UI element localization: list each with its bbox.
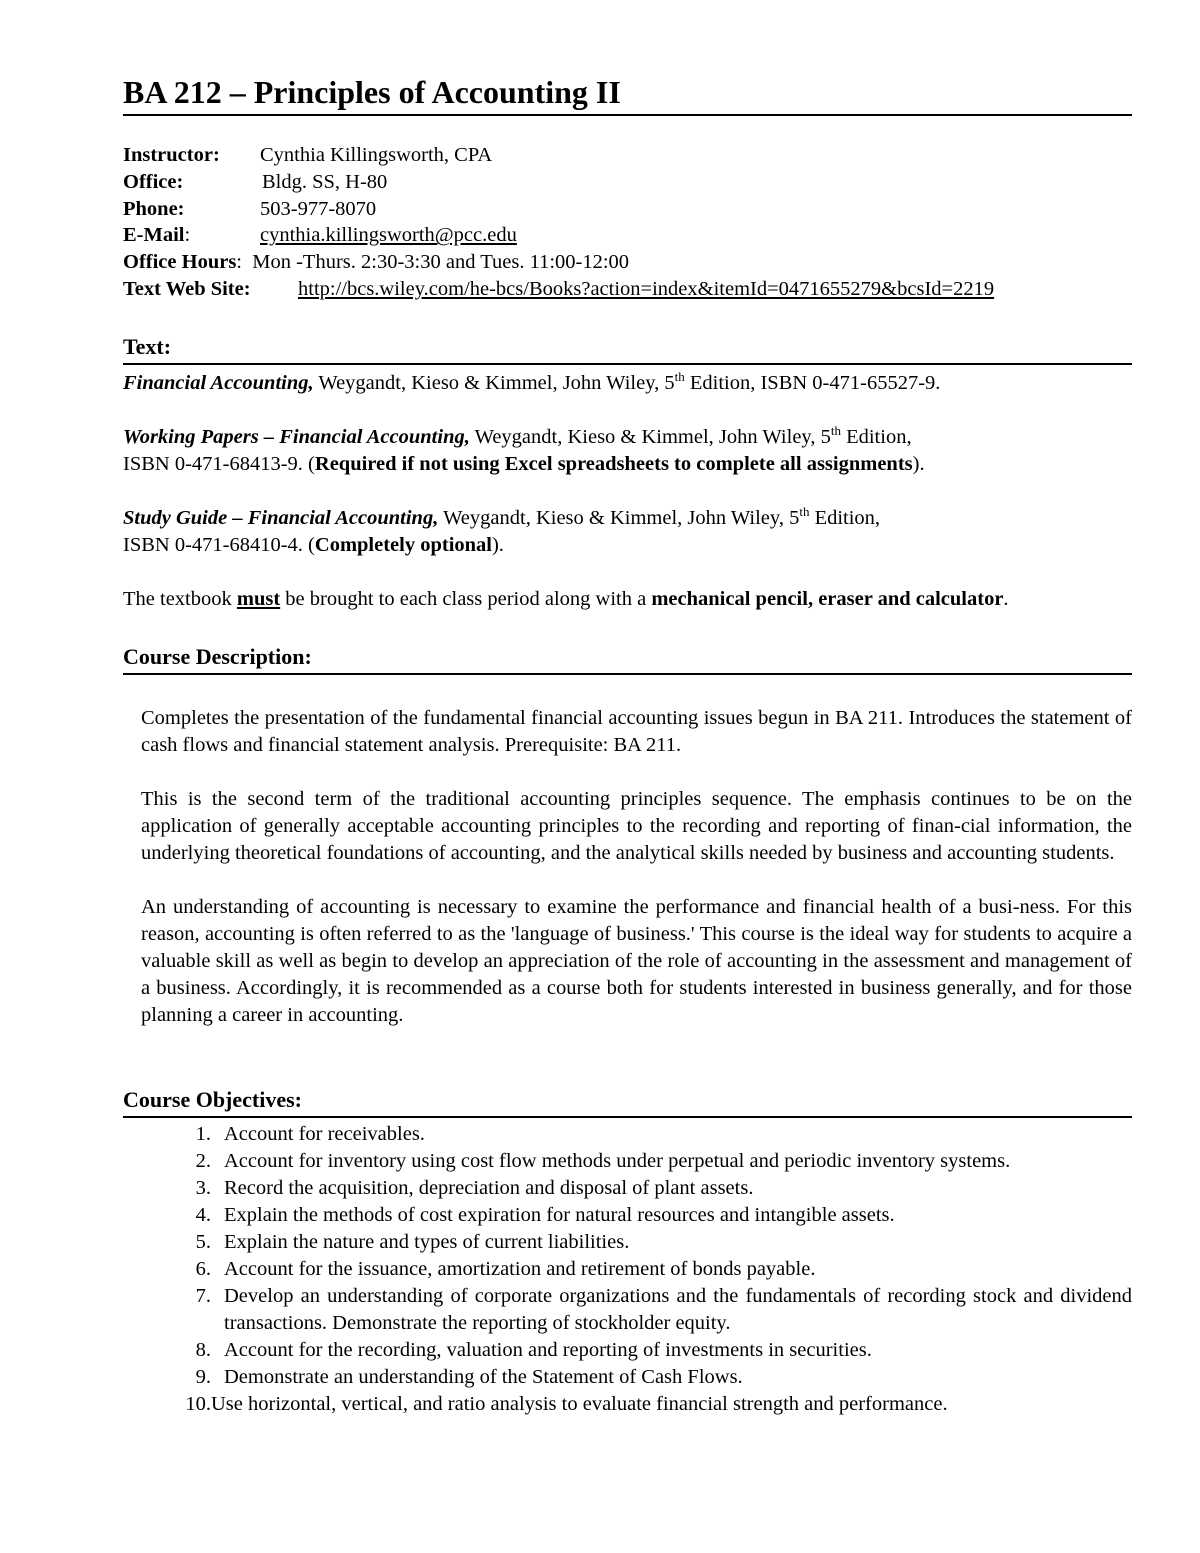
instructor-info (123, 142, 994, 303)
office-hours-label: Office Hours (123, 251, 237, 274)
phone-value: 503-977-8070 (260, 197, 377, 220)
page-title: BA 212 – Principles of Accounting II (123, 72, 1132, 116)
email-label: E-Mail (123, 224, 185, 247)
book-working-papers: Working Papers – Financial Accounting, Weygandt, Kieso & Kimmel, John Wiley, 5th Edition, ISBN 0-471-68413-9. (Required if not using Excel spreadsheets to complete all assignments). (123, 423, 925, 475)
objectives-list (123, 1121, 1132, 1418)
office-row (123, 169, 994, 196)
book3-title: Study Guide – Financial Accounting, (123, 507, 439, 529)
textbooks (123, 370, 1132, 613)
objective-item: 10. Use horizontal, vertical, and ratio analysis to evaluate financial strength and performance. (185, 1393, 948, 1415)
office-value: Bldg. SS, H-80 (262, 170, 388, 193)
course-objectives-heading: Course Objectives: (123, 1086, 1132, 1118)
office-hours-value: Mon -Thurs. 2:30-3:30 and Tues. 11:00-12:00 (252, 251, 630, 274)
email-colon: : (184, 224, 191, 247)
objective-item: 2. Account for inventory using cost flow methods under perpetual and periodic inventory systems. (195, 1150, 1011, 1172)
course-description (141, 705, 1132, 1029)
objective-item: 4. Explain the methods of cost expiration for natural resources and intangible assets. (195, 1204, 895, 1226)
objective-item: 6. Account for the issuance, amortization and retirement of bonds payable. (195, 1258, 816, 1280)
website-row (123, 276, 994, 303)
email-row (123, 222, 994, 249)
book1-title: Financial Accounting, (123, 372, 314, 394)
supplies-list: mechanical pencil, eraser and calculator (651, 588, 1004, 610)
phone-row (123, 196, 994, 223)
email-link[interactable]: cynthia.killingsworth@pcc.edu (260, 224, 517, 247)
objective-item: 8. Account for the recording, valuation and reporting of investments in securities. (195, 1339, 872, 1361)
phone-label: Phone: (123, 197, 185, 220)
instructor-row (123, 142, 994, 169)
description-paragraph-2: This is the second term of the traditional accounting principles sequence. The emphasis continues to be on the application of generally acceptable accounting principles to the recording and reporting of finan-cial information, the underlying theoretical foundations of accounting, and the analytical skills needed by business and accounting students. (141, 788, 1132, 864)
office-label: Office: (123, 170, 184, 193)
book2-note: Required if not using Excel spreadsheets to complete all assignments (314, 453, 913, 475)
objective-item: 7. Develop an understanding of corporate organizations and the fundamentals of recording stock and dividend transactions. Demonstrate the reporting of stockholder equity. (195, 1285, 1132, 1334)
description-paragraph-1: Completes the presentation of the fundamental financial accounting issues begun in BA 211. Introduces the statement of cash flows and financial statement analysis. Prerequisite: BA 211. (141, 707, 1132, 756)
office-hours-colon: : (236, 251, 242, 274)
instructor-value: Cynthia Killingsworth, CPA (260, 144, 493, 166)
book-financial-accounting: Financial Accounting, Weygandt, Kieso & Kimmel, John Wiley, 5th Edition, ISBN 0-471-65527-9. (123, 369, 941, 394)
website-link[interactable]: http://bcs.wiley.com/he-bcs/Books?action=index&itemId=0471655279&bcsId=2219 (298, 277, 995, 300)
book2-title: Working Papers – Financial Accounting, (123, 426, 470, 448)
course-description-heading: Course Description: (123, 643, 1132, 675)
objective-item: 5. Explain the nature and types of current liabilities. (195, 1231, 630, 1253)
instructor-label: Instructor: (123, 144, 220, 166)
website-label: Text Web Site: (123, 277, 251, 300)
book-study-guide: Study Guide – Financial Accounting, Weygandt, Kieso & Kimmel, John Wiley, 5th Edition, ISBN 0-471-68410-4. (Completely optional). (123, 504, 881, 556)
description-paragraph-3: An understanding of accounting is necessary to examine the performance and financial health of a busi-ness. For this reason, accounting is often referred to as the 'language of business.' This course is the ideal way for students to acquire a valuable skill as well as begin to develop an appreciation of the role of accounting in the assessment and management of a business. Accordingly, it is recommended as a course both for students interested in business generally, and for those planning a career in accounting. (141, 896, 1132, 1026)
objective-item: 9. Demonstrate an understanding of the Statement of Cash Flows. (195, 1366, 743, 1388)
office-hours-row (123, 249, 994, 276)
text-heading: Text: (123, 333, 1132, 365)
book3-note: Completely optional (314, 534, 492, 556)
objective-item: 1. Account for receivables. (195, 1123, 425, 1145)
supplies-note: The textbook must be brought to each class period along with a mechanical pencil, eraser and calculator. (123, 588, 1009, 610)
must-emphasis: must (236, 588, 281, 610)
objective-item: 3. Record the acquisition, depreciation and disposal of plant assets. (195, 1177, 754, 1199)
